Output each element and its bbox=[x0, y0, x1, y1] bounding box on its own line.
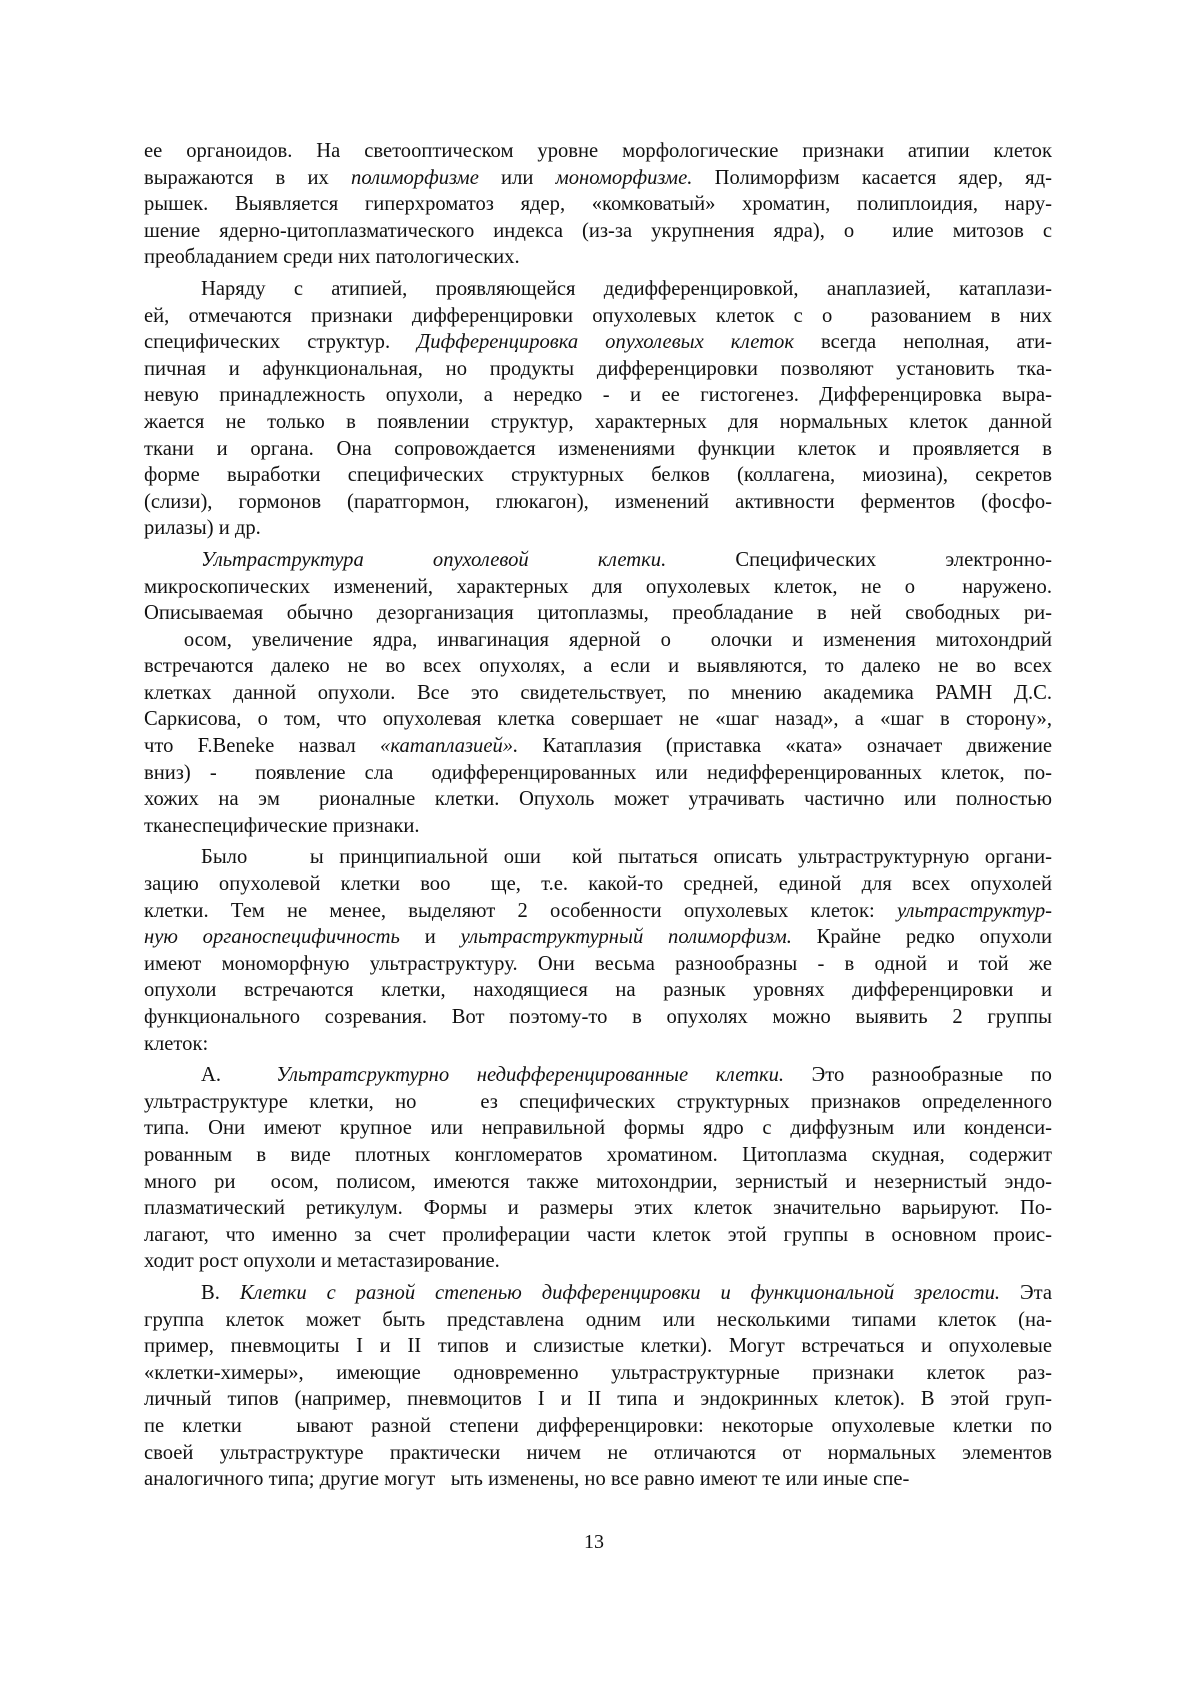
body-text bbox=[144, 138, 1052, 1493]
text-line bbox=[144, 924, 1052, 951]
text-run: группа клеток может быть представлена одним или несколькими типами клеток (на- bbox=[144, 1308, 1052, 1331]
text-run: рилазы) и др. bbox=[144, 517, 261, 540]
text-run: встречаются далеко не во всех опухолях, а если и выявляются, то далеко не во всех bbox=[144, 655, 1052, 678]
text-run: Полиморфизм касается ядер, яд- bbox=[692, 166, 1052, 189]
text-line bbox=[144, 138, 1052, 165]
text-line bbox=[144, 218, 1052, 245]
text-line bbox=[144, 1142, 1052, 1169]
text-line bbox=[144, 1386, 1052, 1413]
paragraph bbox=[144, 276, 1052, 542]
text-run: Специфических электронно- bbox=[666, 548, 1052, 571]
text-line bbox=[144, 600, 1052, 627]
italic-run: ультраструктур- bbox=[896, 899, 1052, 922]
text-line bbox=[144, 1115, 1052, 1142]
text-line bbox=[144, 1195, 1052, 1222]
text-run: клетках данной опухоли. Все это свидетельствует, по мнению академика РАМН Д.С. bbox=[144, 681, 1052, 704]
text-run: ультраструктуре клетки, но ез специфических структурных признаков определенного bbox=[144, 1090, 1052, 1113]
text-line bbox=[144, 706, 1052, 733]
text-line bbox=[144, 436, 1052, 463]
text-run: невую принадлежность опухоли, а нередко - и ее гистогенез. Дифференцировка выра- bbox=[144, 384, 1052, 407]
text-run: что F.Beneke назвал bbox=[144, 735, 381, 758]
text-run bbox=[364, 549, 433, 571]
text-line bbox=[144, 356, 1052, 383]
text-line bbox=[144, 680, 1052, 707]
text-run: лагают, что именно за счет пролиферации части клеток этой группы в основном проис- bbox=[144, 1223, 1052, 1246]
page-number: 13 bbox=[584, 1531, 604, 1553]
text-line bbox=[144, 1169, 1052, 1196]
text-line bbox=[144, 462, 1052, 489]
italic-run: Дифференцировка опухолевых клеток bbox=[417, 331, 794, 354]
text-run: специфических структур. bbox=[144, 331, 418, 354]
text-line bbox=[144, 303, 1052, 330]
text-run: преобладанием среди них патологических. bbox=[144, 246, 520, 269]
text-run: В. bbox=[201, 1281, 240, 1304]
text-run: Крайне редко опухоли bbox=[791, 926, 1052, 949]
text-run: Было ы принципиальной оши кой пытаться описать ультраструктурную органи- bbox=[201, 846, 1052, 869]
text-run: Эта bbox=[1000, 1281, 1052, 1304]
italic-run: Ультраструктура bbox=[201, 548, 364, 571]
text-line bbox=[144, 1031, 1052, 1058]
text-line bbox=[144, 515, 1052, 542]
text-run: ей, отмечаются признаки дифференцировки опухолевых клеток с о разованием в них bbox=[144, 304, 1052, 327]
italic-run: ультраструктурный полиморфизм. bbox=[460, 926, 792, 949]
text-run: клетки. Тем не менее, выделяют 2 особенности опухолевых клеток: bbox=[144, 899, 897, 922]
text-line bbox=[144, 1333, 1052, 1360]
text-run: и bbox=[399, 926, 461, 949]
text-run: шение ядерно-цитоплазматического индекса (из-за укрупнения ядра), о илие митозов с bbox=[144, 219, 1052, 242]
text-line bbox=[144, 409, 1052, 436]
text-run bbox=[529, 549, 598, 571]
text-run: рованным в виде плотных конгломератов хроматином. Цитоплазма скудная, содержит bbox=[144, 1143, 1052, 1166]
text-line bbox=[144, 813, 1052, 840]
text-line bbox=[144, 1440, 1052, 1467]
text-line bbox=[144, 871, 1052, 898]
text-line bbox=[144, 1089, 1052, 1116]
text-line bbox=[144, 1222, 1052, 1249]
text-line bbox=[144, 951, 1052, 978]
text-run: А. bbox=[201, 1064, 277, 1087]
text-run: всегда неполная, ати- bbox=[793, 331, 1052, 354]
text-run: типа. Они имеют крупное или неправильной формы ядро с диффузным или конденси- bbox=[144, 1117, 1052, 1140]
text-run: форме выработки специфических структурных белков (коллагена, миозина), секретов bbox=[144, 464, 1052, 487]
text-run: плазматический ретикулум. Формы и размеры этих клеток значительно варьируют. По- bbox=[144, 1197, 1052, 1220]
text-line bbox=[144, 191, 1052, 218]
paragraph bbox=[144, 547, 1052, 840]
text-run: личный типов (например, пневмоцитов I и II типа и эндокринных клеток). В этой груп- bbox=[144, 1388, 1052, 1411]
text-run: своей ультраструктуре практически ничем не отличаются от нормальных элементов bbox=[144, 1441, 1052, 1464]
text-line bbox=[144, 760, 1052, 787]
text-line bbox=[144, 733, 1052, 760]
text-line bbox=[144, 653, 1052, 680]
text-run: много ри осом, полисом, имеются также митохондрии, зернистый и незернистый эндо- bbox=[144, 1170, 1052, 1193]
italic-run: Клетки с разной степенью дифференцировки и функциональной зрелости. bbox=[239, 1281, 1001, 1304]
text-run: пичная и афункциональная, но продукты дифференцировки позволяют установить тка- bbox=[144, 357, 1052, 380]
paragraph bbox=[144, 844, 1052, 1057]
text-line bbox=[144, 627, 1052, 654]
text-run: выражаются в их bbox=[144, 166, 352, 189]
paragraph bbox=[144, 138, 1052, 271]
text-run: клеток: bbox=[144, 1032, 209, 1055]
text-line bbox=[144, 329, 1052, 356]
text-run: (слизи), гормонов (паратгормон, глюкагон), изменений активности ферментов (фосфо- bbox=[144, 490, 1052, 513]
text-line bbox=[144, 1062, 1052, 1089]
text-line bbox=[144, 1307, 1052, 1334]
text-run: Описываемая обычно дезорганизация цитоплазмы, преобладание в ней свободных ри- bbox=[144, 602, 1052, 625]
text-line bbox=[144, 898, 1052, 925]
text-run: аналогичного типа; другие могут ыть изменены, но все равно имеют те или иные спе- bbox=[144, 1468, 910, 1491]
text-line bbox=[144, 1280, 1052, 1307]
text-run: Саркисова, о том, что опухолевая клетка совершает не «шаг назад», а «шаг в сторону», bbox=[144, 708, 1052, 731]
text-run: или bbox=[478, 166, 556, 189]
text-run: осом, увеличение ядра, инвагинация ядерной о олочки и изменения митохондрий bbox=[144, 628, 1052, 651]
text-run: тканеспецифические признаки. bbox=[144, 814, 420, 837]
text-line bbox=[144, 574, 1052, 601]
text-run: ходит рост опухоли и метастазирование. bbox=[144, 1250, 500, 1273]
italic-run: полиморфизме bbox=[351, 166, 479, 189]
text-line bbox=[144, 1466, 1052, 1493]
text-line bbox=[144, 489, 1052, 516]
text-run: ткани и органа. Она сопровождается изменениями функции клеток и проявляется в bbox=[144, 437, 1052, 460]
italic-run: «катаплазией». bbox=[380, 735, 519, 758]
text-run: Это разнообразные по bbox=[784, 1064, 1052, 1087]
text-line bbox=[144, 977, 1052, 1004]
text-run: вниз) - появление сла одифференцированных или недифференцированных клеток, по- bbox=[144, 761, 1052, 784]
text-line bbox=[144, 1360, 1052, 1387]
italic-run: ную органоспецифичность bbox=[144, 926, 400, 949]
text-run: рышек. Выявляется гиперхроматоз ядер, «комковатый» хроматин, полиплоидия, нару- bbox=[144, 193, 1052, 216]
text-run: Катаплазия (приставка «ката» означает движение bbox=[518, 735, 1052, 758]
text-line bbox=[144, 382, 1052, 409]
paragraph bbox=[144, 1280, 1052, 1493]
text-line bbox=[144, 786, 1052, 813]
text-run: опухоли встречаются клетки, находящиеся на разнык уровнях дифференцировки и bbox=[144, 979, 1052, 1002]
italic-run: Ультратсруктурно недифференцированные клетки. bbox=[276, 1064, 785, 1087]
text-run: пе клетки ывают разной степени дифференцировки: некоторые опухолевые клетки по bbox=[144, 1414, 1052, 1437]
text-run: ее органоидов. На светооптическом уровне морфологические признаки атипии клеток bbox=[144, 140, 1052, 162]
text-run: функционального созревания. Вот поэтому-то в опухолях можно выявить 2 группы bbox=[144, 1006, 1052, 1028]
text-line bbox=[144, 547, 1052, 574]
text-line bbox=[144, 244, 1052, 271]
text-line bbox=[144, 1004, 1052, 1031]
text-run: Наряду с атипией, проявляющейся дедифференцировкой, анаплазией, катаплази- bbox=[201, 277, 1052, 300]
text-run: микроскопических изменений, характерных для опухолевых клеток, не о наружено. bbox=[144, 575, 1052, 598]
text-run: зацию опухолевой клетки воо ще, т.е. какой-то средней, единой для всех опухолей bbox=[144, 873, 1052, 896]
text-run: пример, пневмоциты I и II типов и слизистые клетки). Могут встречаться и опухолевые bbox=[144, 1335, 1052, 1358]
text-line bbox=[144, 276, 1052, 303]
paragraph bbox=[144, 1062, 1052, 1275]
italic-run: мономорфизме. bbox=[555, 166, 693, 189]
text-run: хожих на эм рионалные клетки. Опухоль может утрачивать частично или полностью bbox=[144, 788, 1052, 811]
italic-run: опухолевой bbox=[432, 548, 529, 571]
text-line bbox=[144, 844, 1052, 871]
italic-run: клетки. bbox=[597, 548, 667, 571]
text-run: имеют мономорфную ультраструктуру. Они весьма разнообразны - в одной и той же bbox=[144, 952, 1052, 975]
text-line bbox=[144, 1413, 1052, 1440]
text-run: жается не только в появлении структур, характерных для нормальных клеток данной bbox=[144, 410, 1052, 433]
text-run: «клетки-химеры», имеющие одновременно ультраструктурные признаки клеток раз- bbox=[144, 1361, 1052, 1384]
text-line bbox=[144, 1248, 1052, 1275]
text-line bbox=[144, 165, 1052, 192]
